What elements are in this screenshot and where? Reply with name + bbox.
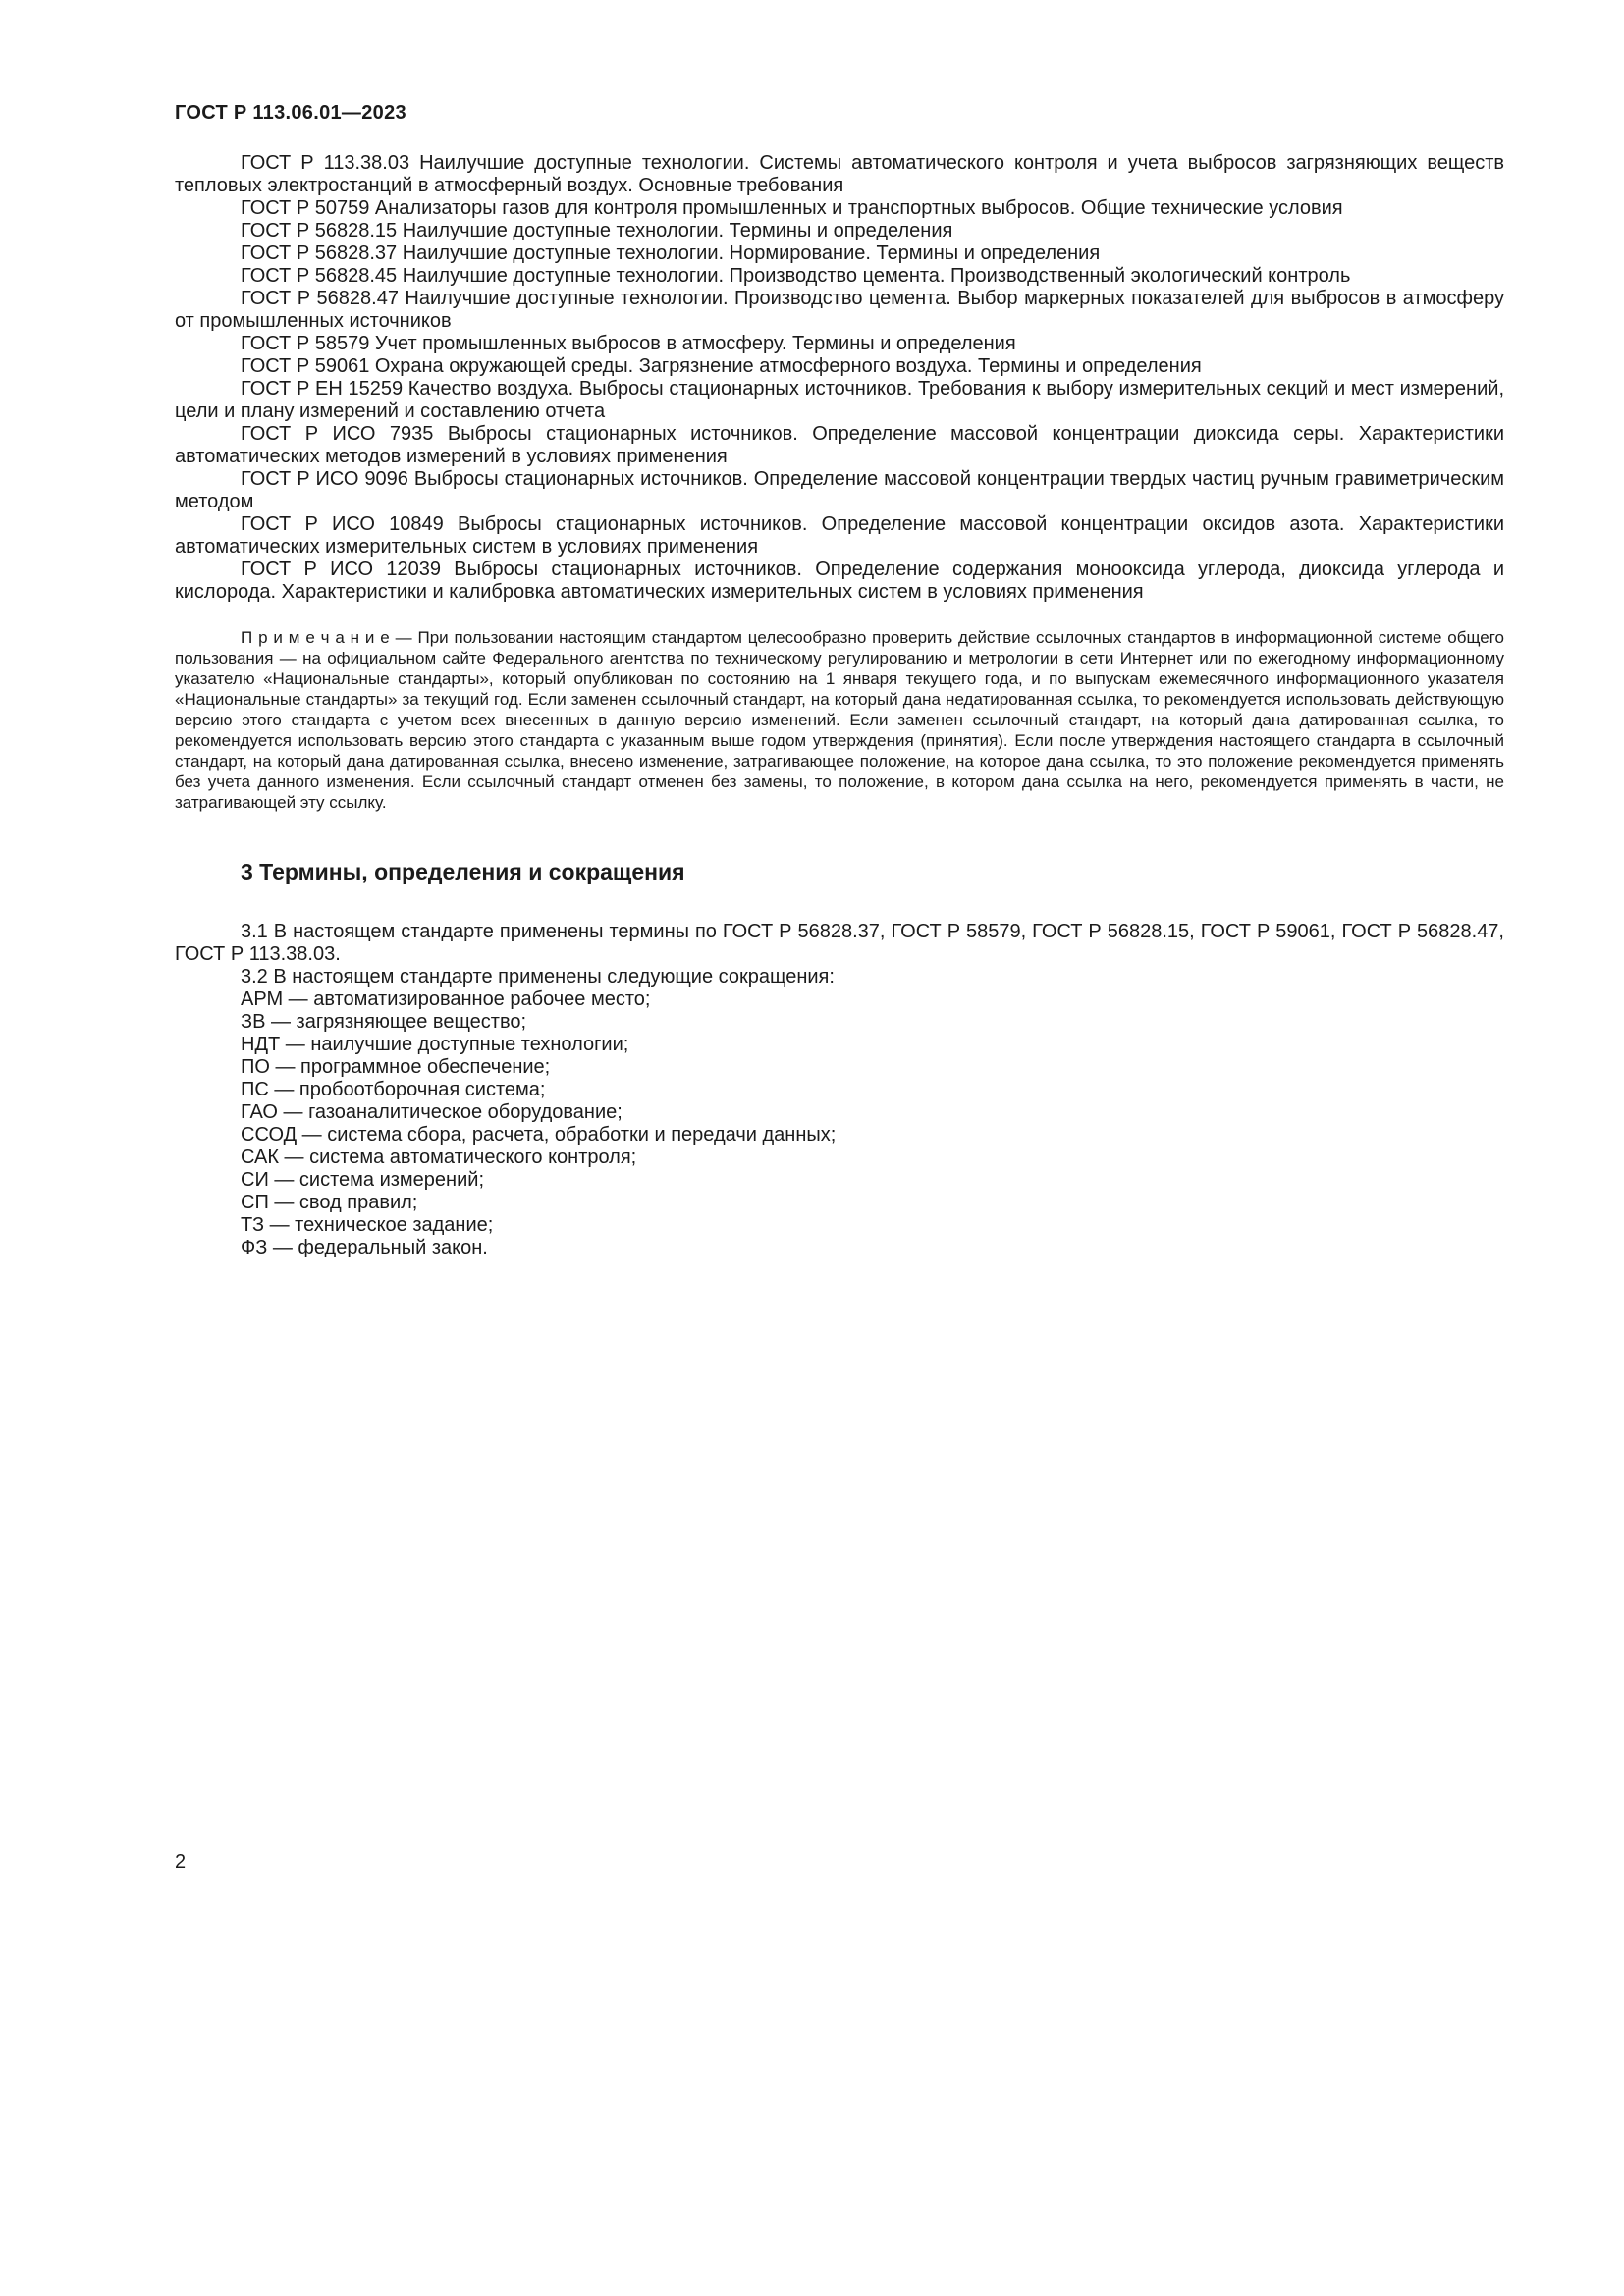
page-number: 2 [175,1851,187,1873]
reference-item: ГОСТ Р 58579 Учет промышленных выбросов в атмосферу. Термины и определения [241,333,1016,354]
abbreviation-item: ССОД — система сбора, расчета, обработки и передачи данных; [241,1124,837,1146]
clause-3-2: 3.2 В настоящем стандарте применены следующие сокращения: [241,966,835,988]
reference-item: ГОСТ Р 59061 Охрана окружающей среды. Загрязнение атмосферного воздуха. Термины и определения [241,355,1202,377]
abbreviation-item: ПС — пробоотборочная система; [241,1079,546,1100]
reference-item: ГОСТ Р 56828.45 Наилучшие доступные технологии. Производство цемента. Производственный экологический контроль [241,265,1351,287]
reference-item: ГОСТ Р 56828.47 Наилучшие доступные технологии. Производство цемента. Выбор маркерных показателей для выбросов в атмосферу от промышленных источников [175,288,1504,332]
reference-item: ГОСТ Р ИСО 9096 Выбросы стационарных источников. Определение массовой концентрации твердых частиц ручным гравиметрическим методом [175,468,1504,512]
reference-item: ГОСТ Р ЕН 15259 Качество воздуха. Выбросы стационарных источников. Требования к выбору измерительных секций и мест измерений, цели и плану измерений и составлению отчета [175,378,1504,422]
reference-item: ГОСТ Р ИСО 7935 Выбросы стационарных источников. Определение массовой концентрации диоксида серы. Характеристики автоматических методов измерений в условиях применения [175,423,1504,467]
abbreviation-item: ТЗ — техническое задание; [241,1214,494,1236]
reference-item: ГОСТ Р ИСО 12039 Выбросы стационарных источников. Определение содержания монооксида углерода, диоксида углерода и кислорода. Характеристики и калибровка автоматических измерительных систем в условиях применения [175,559,1504,603]
reference-item: ГОСТ Р ИСО 10849 Выбросы стационарных источников. Определение массовой концентрации оксидов азота. Характеристики автоматических измерительных систем в условиях применения [175,513,1504,558]
abbreviations-list [175,988,1504,1259]
abbreviation-item: СП — свод правил; [241,1192,418,1213]
abbreviation-item: АРМ — автоматизированное рабочее место; [241,988,651,1010]
references-list [175,152,1504,604]
abbreviation-item: СИ — система измерений; [241,1169,484,1191]
reference-item: ГОСТ Р 50759 Анализаторы газов для контроля промышленных и транспортных выбросов. Общие технические условия [241,197,1343,219]
abbreviation-item: НДТ — наилучшие доступные технологии; [241,1034,629,1055]
abbreviation-item: ГАО — газоаналитическое оборудование; [241,1101,623,1123]
abbreviation-item: ЗВ — загрязняющее вещество; [241,1011,527,1033]
reference-item: ГОСТ Р 56828.15 Наилучшие доступные технологии. Термины и определения [241,220,953,241]
references-note: П р и м е ч а н и е — При пользовании настоящим стандартом целесообразно проверить действие ссылочных стандартов в информационной системе общего пользования — на официальном сайте Федерального агентства по техническому регулированию и метрологии в сети Интернет или по ежегодному информационному указателю «Национальные стандарты», который опубликован по состоянию на 1 января текущего года, и по выпускам ежемесячного информационного указателя «Национальные стандарты» за текущий год. Если заменен ссылочный стандарт, на который дана недатированная ссылка, то рекомендуется использовать действующую версию этого стандарта с учетом всех внесенных в данную версию изменений. Если заменен ссылочный стандарт, на который дана датированная ссылка, то рекомендуется использовать версию этого стандарта с указанным выше годом утверждения (принятия). Если после утверждения настоящего стандарта в ссылочный стандарт, на который дана датированная ссылка, внесено изменение, затрагивающее положение, на которое дана ссылка, то это положение рекомендуется применять без учета данного изменения. Если ссылочный стандарт отменен без замены, то положение, в котором дана ссылка на него, рекомендуется применять в части, не затрагивающей эту ссылку. [175,628,1504,812]
abbreviation-item: САК — система автоматического контроля; [241,1147,637,1168]
abbreviation-item: ФЗ — федеральный закон. [241,1237,488,1258]
reference-item: ГОСТ Р 113.38.03 Наилучшие доступные технологии. Системы автоматического контроля и учета выбросов загрязняющих веществ тепловых электростанций в атмосферный воздух. Основные требования [175,152,1504,196]
document-code: ГОСТ Р 113.06.01—2023 [175,102,406,124]
clause-3-1: 3.1 В настоящем стандарте применены термины по ГОСТ Р 56828.37, ГОСТ Р 58579, ГОСТ Р 56828.15, ГОСТ Р 59061, ГОСТ Р 56828.47, ГОСТ Р 113.38.03. [175,921,1504,965]
abbreviation-item: ПО — программное обеспечение; [241,1056,551,1078]
reference-item: ГОСТ Р 56828.37 Наилучшие доступные технологии. Нормирование. Термины и определения [241,242,1101,264]
section-3-title: 3 Термины, определения и сокращения [241,859,685,884]
